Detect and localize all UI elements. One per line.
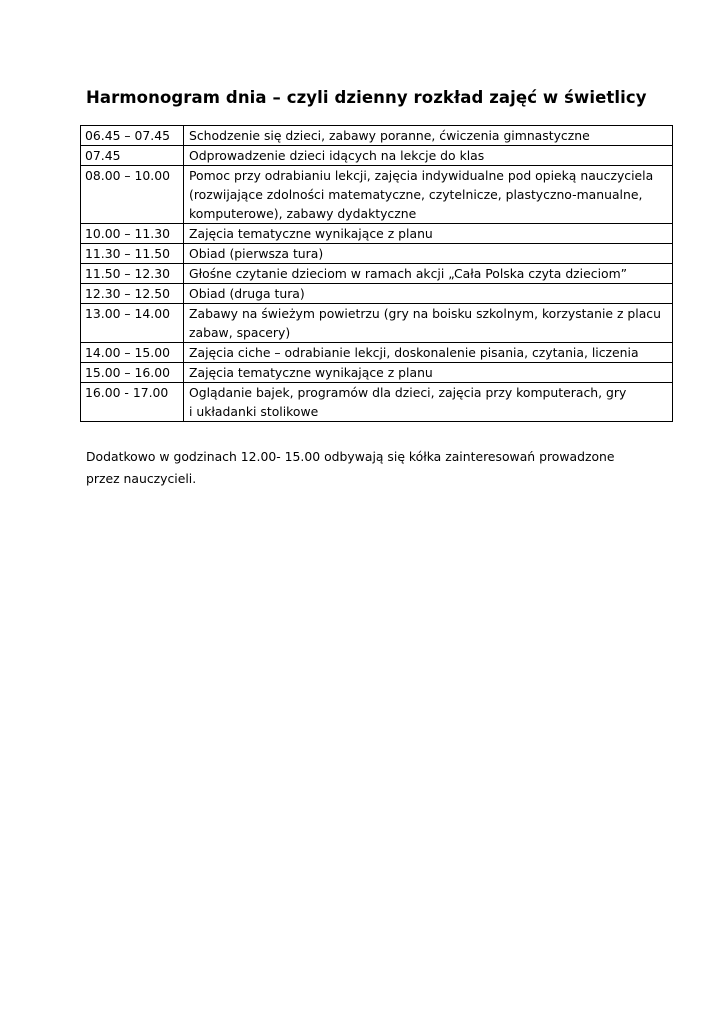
table-row bbox=[81, 244, 673, 264]
activity-cell bbox=[184, 363, 673, 383]
activity-line: i układanki stolikowe bbox=[189, 404, 319, 419]
activity-line: (rozwijające zdolności matematyczne, czytelnicze, plastyczno-manualne, bbox=[189, 187, 643, 202]
time-cell: 13.00 – 14.00 bbox=[81, 304, 184, 343]
table-row bbox=[81, 383, 673, 422]
activity-cell bbox=[184, 166, 673, 224]
time-cell: 07.45 bbox=[81, 146, 184, 166]
time-cell: 15.00 – 16.00 bbox=[81, 363, 184, 383]
time-cell: 08.00 – 10.00 bbox=[81, 166, 184, 224]
table-row bbox=[81, 146, 673, 166]
table-row bbox=[81, 126, 673, 146]
activity-cell bbox=[184, 284, 673, 304]
time-cell: 14.00 – 15.00 bbox=[81, 343, 184, 363]
time-cell: 16.00 - 17.00 bbox=[81, 383, 184, 422]
activity-cell bbox=[184, 126, 673, 146]
table-row bbox=[81, 343, 673, 363]
note-line: Dodatkowo w godzinach 12.00- 15.00 odbywają się kółka zainteresowań prowadzone bbox=[86, 449, 615, 464]
activity-line: Obiad (druga tura) bbox=[189, 286, 305, 301]
table-row bbox=[81, 304, 673, 343]
activity-line: Zajęcia tematyczne wynikające z planu bbox=[189, 365, 433, 380]
activity-cell bbox=[184, 264, 673, 284]
schedule-table bbox=[80, 125, 673, 422]
activity-cell bbox=[184, 304, 673, 343]
time-cell: 11.50 – 12.30 bbox=[81, 264, 184, 284]
activity-line: Zajęcia tematyczne wynikające z planu bbox=[189, 226, 433, 241]
activity-line: Odprowadzenie dzieci idących na lekcje do klas bbox=[189, 148, 485, 163]
schedule-table-body bbox=[81, 126, 673, 422]
table-row bbox=[81, 264, 673, 284]
activity-cell bbox=[184, 383, 673, 422]
activity-cell bbox=[184, 244, 673, 264]
activity-line: Schodzenie się dzieci, zabawy poranne, ćwiczenia gimnastyczne bbox=[189, 128, 590, 143]
table-row bbox=[81, 284, 673, 304]
time-cell: 12.30 – 12.50 bbox=[81, 284, 184, 304]
time-cell: 11.30 – 11.50 bbox=[81, 244, 184, 264]
activity-line: Pomoc przy odrabianiu lekcji, zajęcia indywidualne pod opieką nauczyciela bbox=[189, 168, 654, 183]
activity-line: Głośne czytanie dzieciom w ramach akcji „Cała Polska czyta dzieciom” bbox=[189, 266, 628, 281]
activity-line: Zabawy na świeżym powietrzu (gry na boisku szkolnym, korzystanie z placu bbox=[189, 306, 661, 321]
table-row bbox=[81, 363, 673, 383]
activity-line: zabaw, spacery) bbox=[189, 325, 291, 340]
activity-line: Oglądanie bajek, programów dla dzieci, zajęcia przy komputerach, gry bbox=[189, 385, 627, 400]
activity-cell bbox=[184, 146, 673, 166]
table-row bbox=[81, 224, 673, 244]
activity-line: komputerowe), zabawy dydaktyczne bbox=[189, 206, 417, 221]
time-cell: 06.45 – 07.45 bbox=[81, 126, 184, 146]
note-line: przez nauczycieli. bbox=[86, 471, 197, 486]
table-row bbox=[81, 166, 673, 224]
page-title: Harmonogram dnia – czyli dzienny rozkład zajęć w świetlicy bbox=[86, 88, 647, 107]
activity-line: Obiad (pierwsza tura) bbox=[189, 246, 324, 261]
additional-note bbox=[86, 446, 615, 490]
activity-line: Zajęcia ciche – odrabianie lekcji, doskonalenie pisania, czytania, liczenia bbox=[189, 345, 639, 360]
activity-cell bbox=[184, 343, 673, 363]
activity-cell bbox=[184, 224, 673, 244]
time-cell: 10.00 – 11.30 bbox=[81, 224, 184, 244]
